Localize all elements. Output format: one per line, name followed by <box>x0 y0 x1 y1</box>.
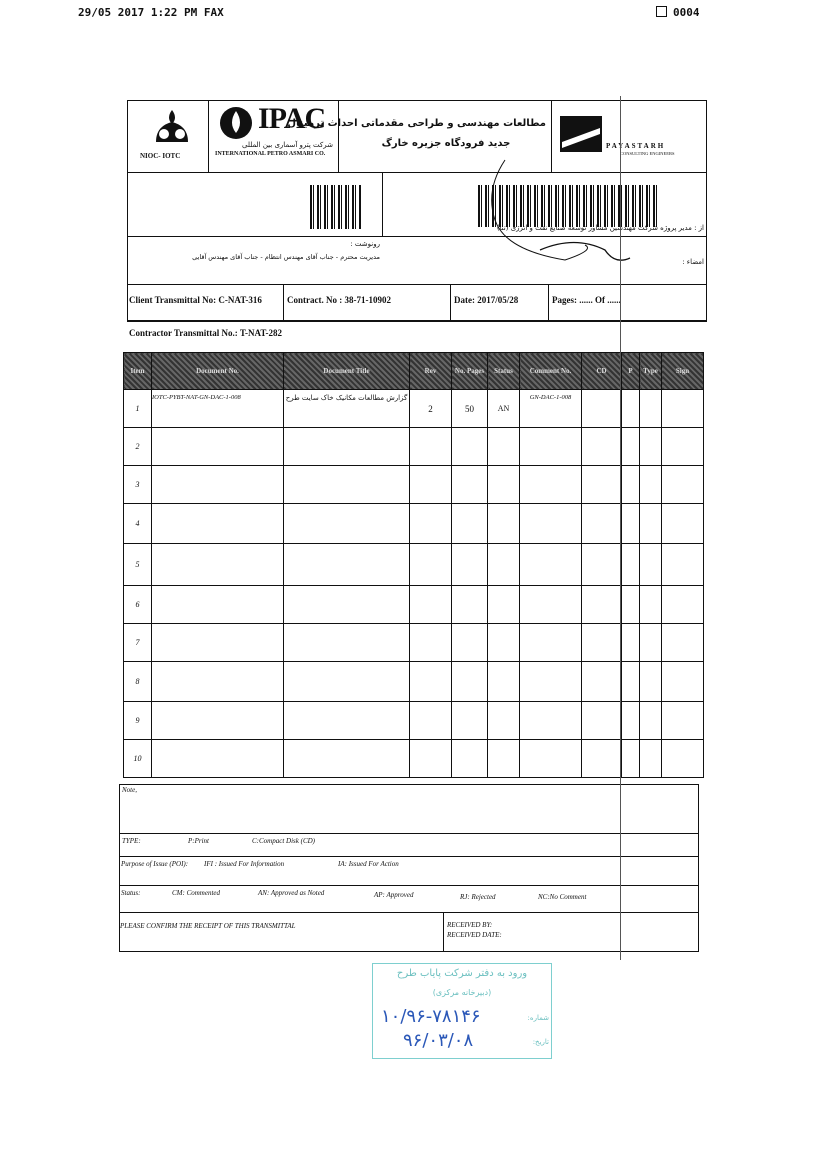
ipac-persian-name: شرکت پترو آسماری بین المللی <box>242 141 333 149</box>
row-p <box>622 390 640 428</box>
status-no-comment: NC:No Comment <box>538 893 587 901</box>
document-table <box>123 352 704 778</box>
stamp-number-label: شماره: <box>527 1014 549 1022</box>
ipac-wordmark: IPAC <box>258 102 326 135</box>
table-row <box>124 702 704 740</box>
row-item: 4 <box>124 504 152 544</box>
info-divider-1 <box>283 284 284 320</box>
col-rev: Rev <box>410 353 452 390</box>
row-item: 10 <box>124 740 152 778</box>
project-title-line2: جدید فرودگاه جزیره خارگ <box>381 138 511 149</box>
contractor-transmittal-no: Contractor Transmittal No.: T-NAT-282 <box>129 328 282 338</box>
nioc-label: NIOC- IOTC <box>140 152 181 160</box>
ipac-emblem <box>218 106 254 140</box>
row-document-title: گزارش مطالعات مکانیک خاک سایت طرح <box>284 390 410 428</box>
cc-label: رونوشت : <box>350 240 380 248</box>
transmittal-date: Date: 2017/05/28 <box>454 295 519 305</box>
nioc-logo <box>148 108 196 148</box>
status-approved-noted: AN: Approved as Noted <box>258 889 325 897</box>
col-cd: CD <box>582 353 622 390</box>
row-item: 3 <box>124 466 152 504</box>
table-row <box>124 740 704 778</box>
row-status: AN <box>488 390 520 428</box>
row-item: 9 <box>124 702 152 740</box>
col-sign: Sign <box>662 353 704 390</box>
fax-timestamp: 29/05 2017 1:22 PM FAX <box>78 6 224 19</box>
signature-label: امضاء : <box>682 258 704 266</box>
row-document-no: IOTC-PYBT-NAT-GN-DAC-1-008 <box>152 390 284 428</box>
type-label: TYPE: <box>122 837 141 845</box>
table-header-row <box>124 353 704 390</box>
row-item: 5 <box>124 544 152 586</box>
table-row <box>124 586 704 624</box>
scan-artifact-line <box>620 96 621 960</box>
type-print: P:Print <box>188 837 209 845</box>
row-type <box>640 390 662 428</box>
contract-no: Contract. No : 38-71-10902 <box>287 295 391 305</box>
stamp-date-value: ۹۶/۰۳/۰۸ <box>403 1030 474 1051</box>
row-sign <box>662 390 704 428</box>
row-cd <box>582 390 622 428</box>
addressee-line: از : مدیر پروژه شرکت مهندسین مشاور توسعه صنایع نفت و انرژی (تنا) <box>496 224 704 232</box>
project-title-line1: مطالعات مهندسی و طراحی مقدماتی احداث ترمینال <box>287 118 546 129</box>
fax-page-number <box>656 6 700 19</box>
table-row <box>124 466 704 504</box>
fax-page-icon <box>656 6 667 17</box>
row-item: 7 <box>124 624 152 662</box>
col-type: Type <box>640 353 662 390</box>
info-divider-3 <box>548 284 549 320</box>
footer-divider-4 <box>119 912 699 913</box>
row-item: 8 <box>124 662 152 702</box>
purpose-ia: IA: Issued For Action <box>338 860 399 868</box>
type-compact-disk: C:Compact Disk (CD) <box>252 837 315 845</box>
stamp-subtitle: (دبیرخانه مرکزی) <box>432 988 492 997</box>
receipt-stamp <box>372 963 552 1059</box>
row-pages: 50 <box>452 390 488 428</box>
payastarh-emblem <box>560 116 602 152</box>
col-p: P <box>622 353 640 390</box>
note-label: Note, <box>122 786 137 794</box>
col-item: Item <box>124 353 152 390</box>
status-approved: AP: Approved <box>374 891 414 899</box>
barcode-left <box>310 185 362 229</box>
payastarh-subtitle: CONSULTING ENGINEERS <box>620 151 675 156</box>
status-label: Status: <box>121 889 141 897</box>
status-rejected: RJ: Rejected <box>460 893 496 901</box>
table-row <box>124 624 704 662</box>
table-row <box>124 504 704 544</box>
received-by: RECEIVED BY: <box>447 921 493 929</box>
col-comment-no: Comment No. <box>520 353 582 390</box>
received-date: RECEIVED DATE: <box>447 931 502 939</box>
purpose-ifi: IFI : Issued For Information <box>204 860 285 868</box>
row-item: 6 <box>124 586 152 624</box>
stamp-date-label: تاریخ: <box>532 1038 549 1046</box>
info-divider-2 <box>450 284 451 320</box>
col-document-no: Document No. <box>152 353 284 390</box>
col-document-title: Document Title <box>284 353 410 390</box>
col-status: Status <box>488 353 520 390</box>
stamp-title: ورود به دفتر شرکت پایاب طرح <box>396 968 528 979</box>
table-row <box>124 390 704 428</box>
purpose-label: Purpose of Issue (POI): <box>121 860 189 868</box>
row-item: 2 <box>124 428 152 466</box>
cc-recipients: مدیریت محترم - جناب آقای مهندس انتظام - جناب آقای مهندس آقایی <box>192 253 380 261</box>
pages-count: Pages: ...... Of ...... <box>552 295 621 305</box>
footer-divider-2 <box>119 856 699 857</box>
received-divider <box>443 912 444 952</box>
footer-divider-1 <box>119 833 699 834</box>
row-rev: 2 <box>410 390 452 428</box>
table-row <box>124 662 704 702</box>
table-row <box>124 428 704 466</box>
client-transmittal-no: Client Transmittal No: C-NAT-316 <box>129 295 262 305</box>
table-row <box>124 544 704 586</box>
confirm-receipt: PLEASE CONFIRM THE RECEIPT OF THIS TRANSMITTAL <box>120 922 296 930</box>
row-item: 1 <box>124 390 152 428</box>
col-pages: No. Pages <box>452 353 488 390</box>
addressee-divider <box>382 172 383 236</box>
fax-page-value: 0004 <box>673 6 700 19</box>
logo-divider-2 <box>338 100 339 172</box>
stamp-number-value: ۱۰/۹۶-۷۸۱۴۶ <box>381 1006 481 1027</box>
handwritten-signature <box>445 150 645 275</box>
ipac-english-name: INTERNATIONAL PETRO ASMARI CO. <box>215 151 326 157</box>
payastarh-name: PAYASTARH <box>606 142 666 150</box>
row-comment-no: GN-DAC-1-008 <box>520 390 582 428</box>
footer-divider-3 <box>119 885 699 886</box>
status-commented: CM: Commented <box>172 889 221 897</box>
logo-divider-1 <box>208 100 209 172</box>
